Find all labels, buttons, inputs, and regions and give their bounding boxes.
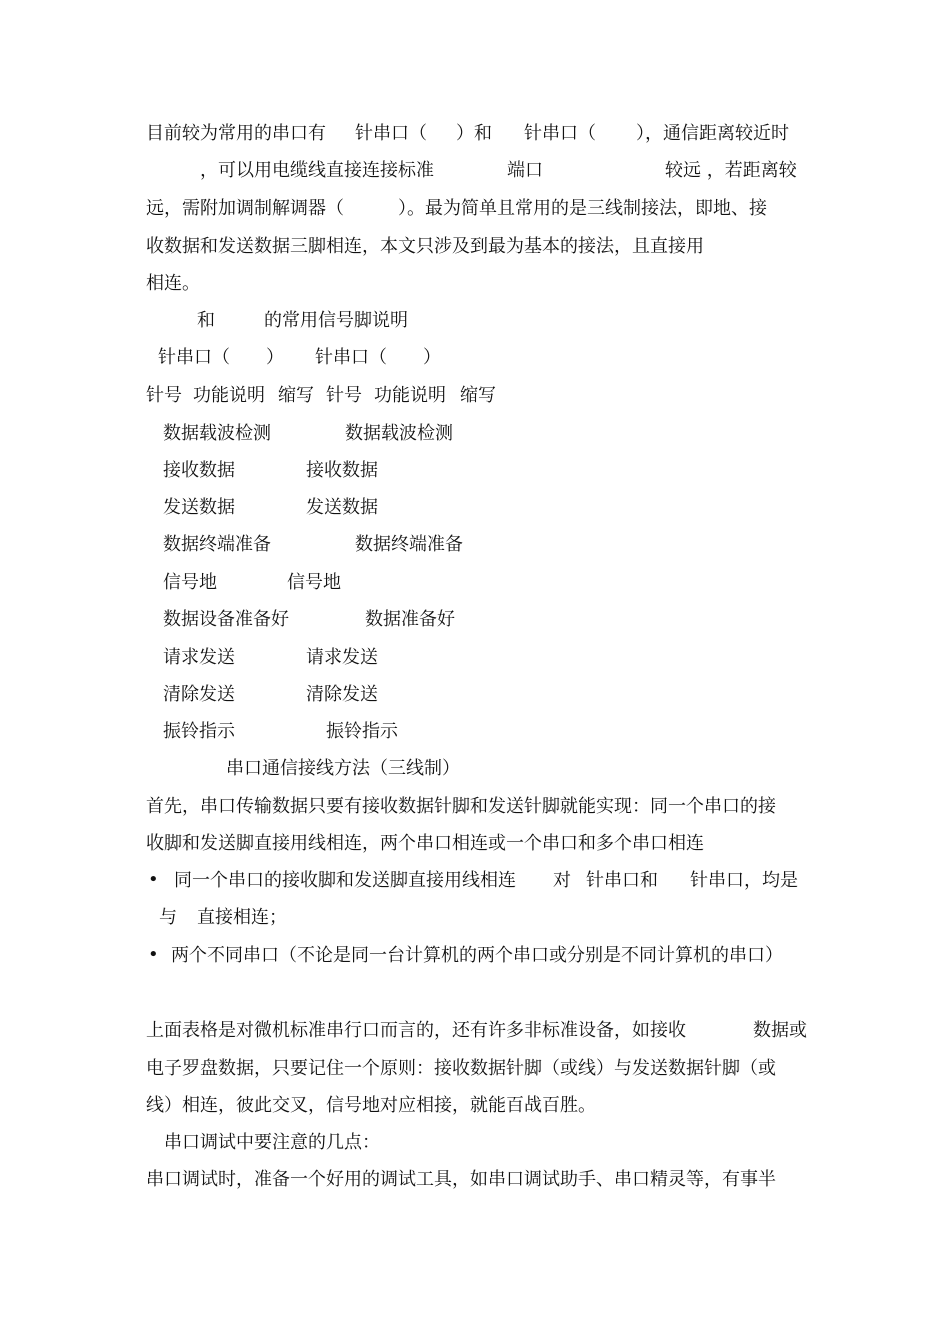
table-row [163,720,398,744]
table-cell: 发送数据 [163,497,235,518]
paragraph-line: 收脚和发送脚直接用线相连，两个串口相连或一个串口和多个串口相连 [146,833,704,854]
bullet-text: 针串口和 [586,870,658,891]
intro-text: 收数据和发送数据三脚相连，本文只涉及到最为基本的接法，且直接用 [146,236,704,257]
table-cell: 接收数据 [163,460,235,481]
bullet-text: 同一个串口的接收脚和发送脚直接用线相连 [174,870,516,891]
bullet-text: 对 [553,870,571,891]
table-header-cell: 缩写 [460,385,496,406]
paragraph-line: 串口调试时，准备一个好用的调试工具，如串口调试助手、串口精灵等，有事半 [146,1169,776,1190]
intro-text: 远，需附加调制解调器（ ）。最为简单且常用的是三线制接法，即地、接 [146,198,767,219]
table-cell: 数据准备好 [365,609,455,630]
paragraph-line: 数据或 [753,1020,807,1041]
table-header-cell: 针号 [326,385,362,406]
intro-text: 针串口（ [524,123,596,144]
table-caption: 的常用信号脚说明 [264,310,408,331]
table-cell: 清除发送 [163,684,235,705]
table-cell: 振铃指示 [163,721,235,742]
bullet-text: 针串口，均是 [690,870,798,891]
table-row [163,496,378,520]
table-row [163,646,378,670]
intro-text: 相连。 [146,273,200,294]
section-heading: 串口调试中要注意的几点： [164,1132,380,1153]
table-cell: 请求发送 [306,647,378,668]
paragraph-line: 线）相连，彼此交叉，信号地对应相接，就能百战百胜。 [146,1095,596,1116]
section-title: 串口通信接线方法（三线制） [226,758,460,779]
table-row [163,608,455,632]
paragraph-line: 首先，串口传输数据只要有接收数据针脚和发送针脚就能实现：同一个串口的接 [146,796,776,817]
table-cell: 数据载波检测 [163,423,271,444]
table-row [163,683,378,707]
table-cell: 清除发送 [306,684,378,705]
table-cell: 信号地 [163,572,217,593]
intro-text: 目前较为常用的串口有 [146,123,326,144]
intro-text: 较远 ，若距离较 [665,160,797,181]
table-cell: 数据载波检测 [345,423,453,444]
intro-text: ），通信距离较近时 [636,123,789,144]
table-header-cell: 缩写 [278,385,314,406]
table-group-header: 针串口（ ） [315,347,441,368]
table-header-cell: 针号 [146,385,182,406]
table-row [163,533,463,557]
table-cell: 数据终端准备 [355,534,463,555]
intro-text: 端口 [507,160,543,181]
bullet-text: 直接相连； [197,907,287,928]
table-header-cell: 功能说明 [374,385,446,406]
intro-text: 针串口（ [355,123,427,144]
table-cell: 接收数据 [306,460,378,481]
table-row [163,422,453,446]
bullet-text: 与 [159,907,177,928]
bullet-icon: • [148,869,159,890]
table-cell: 信号地 [287,572,341,593]
table-cell: 发送数据 [306,497,378,518]
table-row [163,571,341,595]
table-cell: 振铃指示 [326,721,398,742]
table-cell: 请求发送 [163,647,235,668]
bullet-icon: • [148,944,159,965]
intro-text: ）和 [456,123,492,144]
table-cell: 数据终端准备 [163,534,271,555]
bullet-text: 两个不同串口（不论是同一台计算机的两个串口或分别是不同计算机的串口） [171,945,783,966]
table-cell: 数据设备准备好 [163,609,289,630]
paragraph-line: 上面表格是对微机标准串行口而言的，还有许多非标准设备，如接收 [146,1020,686,1041]
table-row [163,459,378,483]
table-group-header: 针串口（ ） [158,347,284,368]
paragraph-line: 电子罗盘数据，只要记住一个原则：接收数据针脚（或线）与发送数据针脚（或 [146,1058,776,1079]
table-header-cell: 功能说明 [193,385,265,406]
table-caption: 和 [197,310,215,331]
intro-text: ，可以用电缆线直接连接标准 [200,160,434,181]
